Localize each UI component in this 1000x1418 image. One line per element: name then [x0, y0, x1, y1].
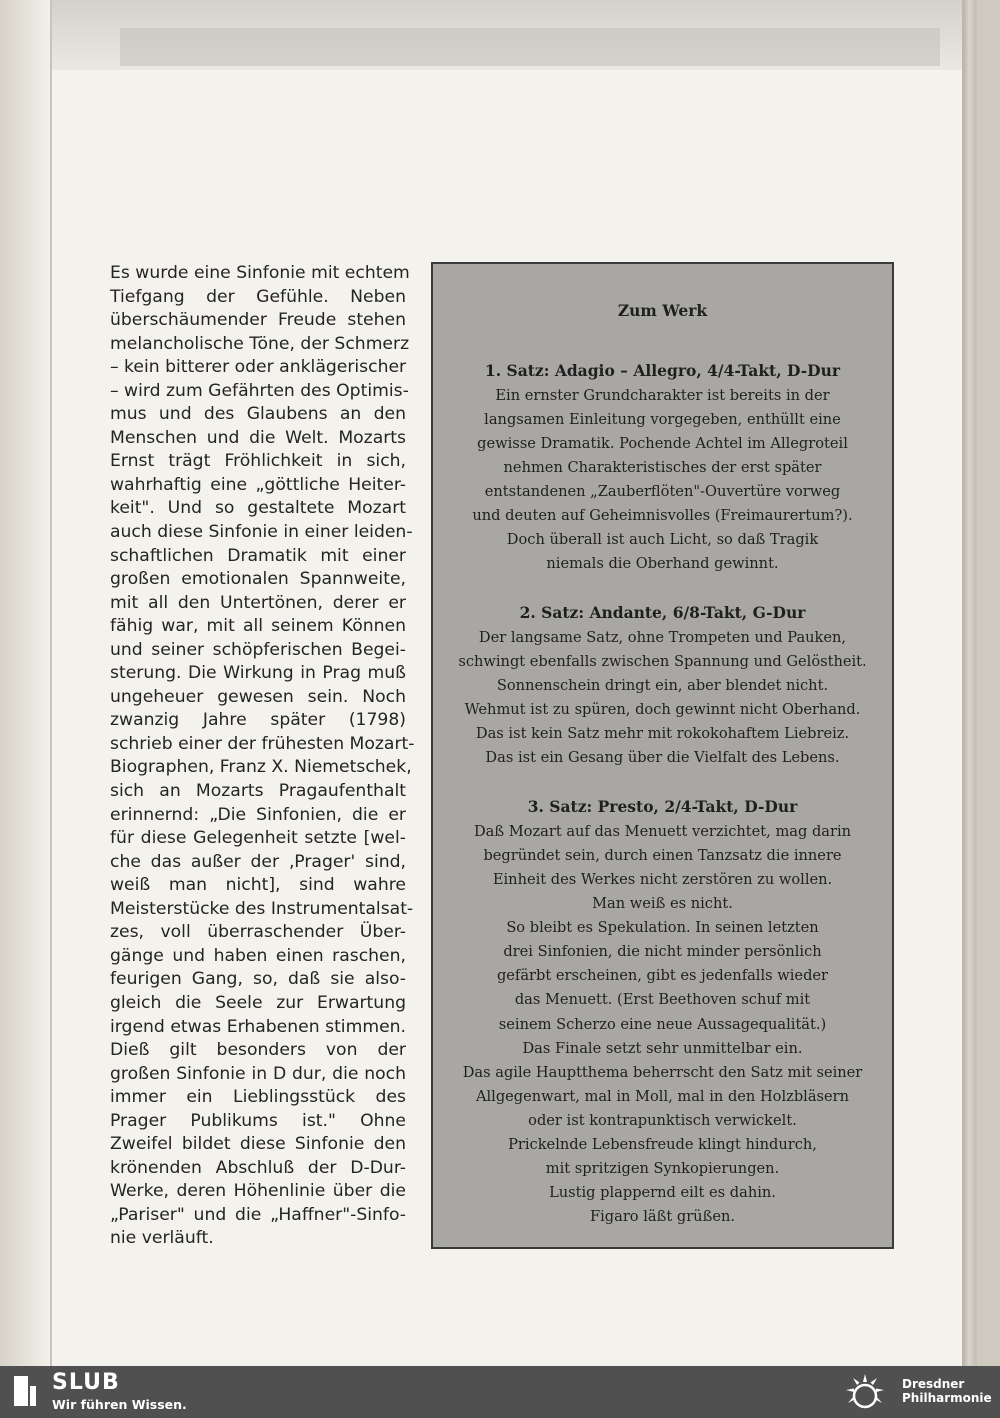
movement-heading: 3. Satz: Presto, 2/4-Takt, D-Dur — [527, 797, 798, 817]
box-sections — [433, 359, 892, 1229]
body-text-line: Werke, deren Höhenlinie über die — [110, 1181, 406, 1202]
movement-heading: 1. Satz: Adagio – Allegro, 4/4-Takt, D-Dur — [484, 361, 841, 380]
box-title: Zum Werk — [617, 301, 708, 320]
body-text-line: zes, voll überraschender Über- — [110, 922, 406, 943]
movement-description — [433, 384, 892, 577]
movement-heading: 2. Satz: Andante, 6/8-Takt, G-Dur — [519, 603, 806, 623]
description-line: seinem Scherzo eine neue Aussagequalität.) — [498, 1015, 827, 1033]
body-text-line: keit". Und so gestaltete Mozart — [110, 498, 406, 519]
partner-line1: Dresdner — [902, 1377, 965, 1391]
body-text-line: „Pariser" und die „Haffner"-Sinfo- — [110, 1204, 406, 1225]
movement-section — [433, 359, 892, 576]
description-line: Sonnenschein dringt ein, aber blendet nicht. — [496, 676, 829, 694]
movement-description — [433, 820, 892, 1230]
description-line: langsamen Einleitung vorgegeben, enthüllt eine — [484, 410, 841, 428]
description-line: Wehmut ist zu spüren, doch gewinnt nicht Oberhand. — [464, 701, 861, 719]
body-text-line: mus und des Glaubens an den — [110, 404, 406, 425]
partner-line2: Philharmonie — [902, 1391, 992, 1405]
dresdner-philharmonie-logo-icon — [840, 1370, 890, 1414]
body-text-line: sich an Mozarts Pragaufenthalt — [110, 781, 406, 802]
description-line: Das ist kein Satz mehr mit rokokohaftem Liebreiz. — [475, 725, 850, 743]
description-line: Einheit des Werkes nicht zerstören zu wollen. — [492, 871, 833, 888]
description-line: Allgegenwart, mal in Moll, mal in den Holzbläsern — [475, 1087, 850, 1105]
description-line: nehmen Charakteristisches der erst später — [503, 458, 822, 476]
description-line: schwingt ebenfalls zwischen Spannung und Gelöstheit. — [458, 652, 867, 670]
description-line: Daß Mozart auf das Menuett verzichtet, mag darin — [473, 822, 852, 840]
body-text-line: Menschen und die Welt. Mozarts — [110, 427, 406, 448]
description-line: und deuten auf Geheimnisvolles (Freimaurertum?). — [472, 506, 853, 524]
body-text-line: überschäumender Freude stehen — [110, 310, 406, 331]
description-line: niemals die Oberhand gewinnt. — [546, 555, 779, 573]
body-text-line: melancholische Töne, der Schmerz — [110, 333, 410, 354]
body-text-line: Tiefgang der Gefühle. Neben — [110, 286, 406, 307]
binding-shadow — [0, 0, 52, 1366]
body-text-line: erinnernd: „Die Sinfonien, die er — [110, 804, 406, 825]
body-text-line: zwanzig Jahre später (1798) — [110, 710, 406, 731]
body-text-line: Ernst trägt Fröhlichkeit in sich, — [110, 451, 406, 472]
binding-fold — [50, 0, 52, 1366]
body-text-line: fähig war, mit all seinem Können — [110, 616, 406, 637]
body-text-line: schrieb einer der frühesten Mozart- — [110, 733, 415, 754]
page-edge — [968, 0, 971, 1366]
body-text-line: irgend etwas Erhabenen stimmen. — [110, 1016, 406, 1037]
body-text-line: schaftlichen Dramatik mit einer — [110, 545, 406, 566]
description-line: Ein ernster Grundcharakter ist bereits in der — [495, 386, 830, 404]
movement-section — [433, 601, 892, 770]
body-text-line: Dieß gilt besonders von der — [110, 1040, 406, 1061]
footer-bar — [0, 1366, 1000, 1418]
body-text-line: Meisterstücke des Instrumentalsat- — [110, 898, 414, 919]
body-text-line: großen emotionalen Spannweite, — [110, 569, 406, 590]
description-line: Das Finale setzt sehr unmittelbar ein. — [522, 1039, 803, 1057]
description-line: mit spritzigen Synkopierungen. — [545, 1160, 780, 1178]
description-line: Das agile Hauptthema beherrscht den Satz mit seiner — [462, 1063, 863, 1081]
body-text-line: und seiner schöpferischen Begei- — [110, 639, 406, 660]
description-line: Prickelnde Lebensfreude klingt hindurch, — [508, 1136, 817, 1154]
description-line: gewisse Dramatik. Pochende Achtel im Allegroteil — [477, 434, 848, 452]
body-text-line: Zweifel bildet diese Sinfonie den — [110, 1134, 406, 1155]
description-line: entstandenen „Zauberflöten"-Ouvertüre vorweg — [484, 482, 841, 500]
description-line: oder ist kontrapunktisch verwickelt. — [528, 1111, 797, 1129]
body-text-line: – wird zum Gefährten des Optimis- — [110, 380, 409, 401]
body-text-line: nie verläuft. — [110, 1228, 214, 1249]
body-text-line: sterung. Die Wirkung in Prag muß — [110, 663, 406, 684]
description-line: Lustig plappernd eilt es dahin. — [549, 1184, 776, 1202]
bleed-through-heading — [120, 28, 940, 66]
slub-tagline: Wir führen Wissen. — [52, 1397, 187, 1412]
body-text-line: che das außer der ‚Prager' sind, — [110, 851, 406, 872]
body-text-line: wahrhaftig eine „göttliche Heiter- — [110, 474, 406, 495]
body-text-line: auch diese Sinfonie in einer leiden- — [110, 522, 413, 543]
page-edge — [962, 0, 965, 1366]
description-line: Man weiß es nicht. — [592, 895, 733, 913]
body-text-line: ungeheuer gewesen sein. Noch — [110, 686, 406, 707]
body-text-line: großen Sinfonie in D dur, die noch — [110, 1063, 406, 1084]
description-line: Das ist ein Gesang über die Vielfalt des Lebens. — [485, 749, 840, 767]
body-text-line: gänge und haben einen raschen, — [110, 945, 406, 966]
movement-section — [433, 795, 892, 1229]
description-line: drei Sinfonien, die nicht minder persönlich — [503, 943, 822, 961]
body-text-line: für diese Gelegenheit setzte [wel- — [110, 828, 406, 849]
slub-logo-icon — [14, 1376, 36, 1406]
body-text-line: Es wurde eine Sinfonie mit echtem — [110, 263, 410, 283]
description-line: gefärbt erscheinen, gibt es jedenfalls wieder — [496, 967, 829, 985]
body-text-line: mit all den Untertönen, derer er — [110, 592, 406, 613]
body-text-line: krönenden Abschluß der D-Dur- — [110, 1157, 406, 1178]
description-line: begründet sein, durch einen Tanzsatz die innere — [483, 846, 842, 864]
body-text-line: gleich die Seele zur Erwartung — [110, 992, 406, 1013]
description-line: Der langsame Satz, ohne Trompeten und Pauken, — [478, 628, 847, 646]
description-line: das Menuett. (Erst Beethoven schuf mit — [514, 991, 811, 1009]
description-line: Doch überall ist auch Licht, so daß Tragik — [506, 531, 819, 549]
body-text-line: weiß man nicht], sind wahre — [110, 875, 406, 896]
dresdner-philharmonie-name — [902, 1377, 992, 1405]
body-text-line: Prager Publikums ist." Ohne — [110, 1110, 406, 1131]
body-text-line: immer ein Lieblingsstück des — [110, 1087, 406, 1108]
page-edge — [974, 0, 977, 1366]
movement-description — [433, 626, 892, 771]
description-line: Figaro läßt grüßen. — [590, 1208, 735, 1226]
body-text-line: feurigen Gang, so, daß sie also- — [110, 969, 406, 990]
body-text-column — [110, 262, 415, 1251]
zum-werk-box — [431, 262, 894, 1249]
description-line: So bleibt es Spekulation. In seinen letzten — [506, 919, 819, 937]
slub-name: SLUB — [52, 1370, 120, 1395]
body-text-line: – kein bitterer oder anklägerischer — [110, 357, 407, 378]
body-text-line: Biographen, Franz X. Niemetschek, — [110, 757, 412, 778]
